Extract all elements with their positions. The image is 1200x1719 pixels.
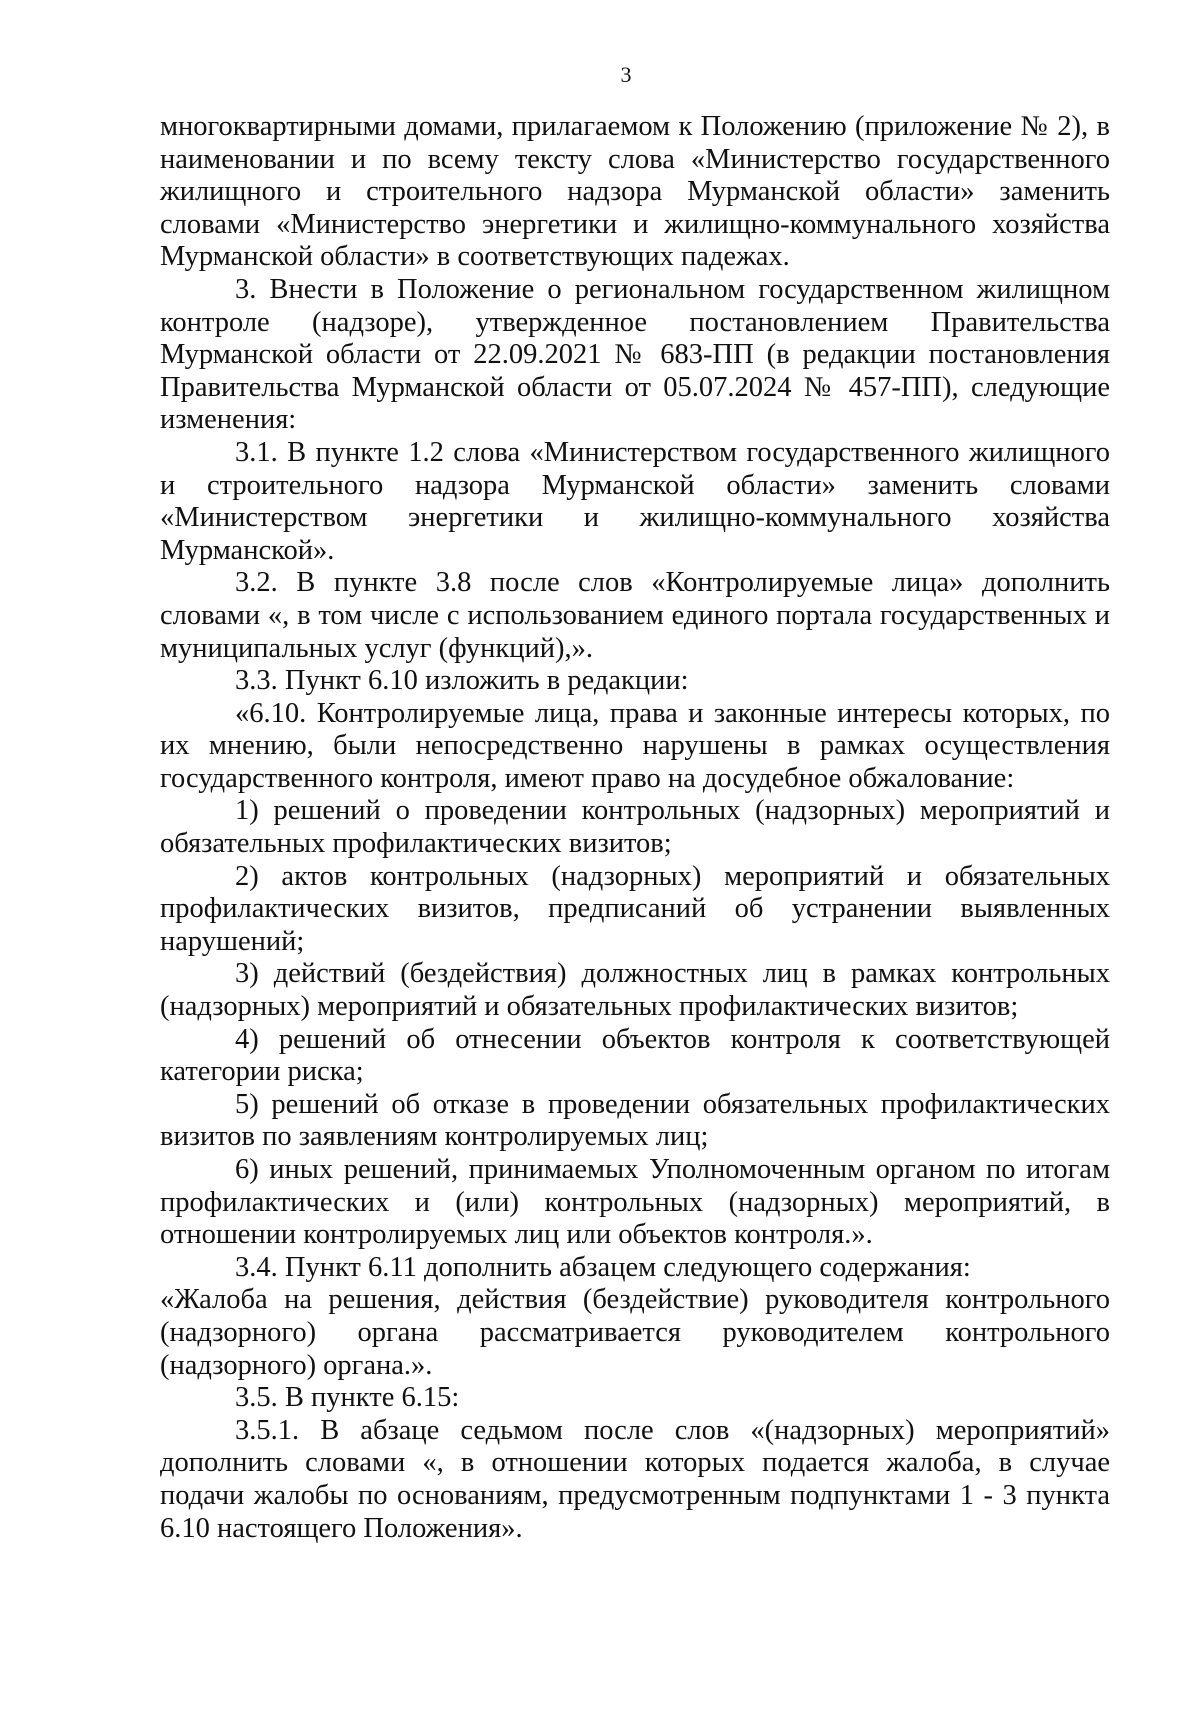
paragraph-6: «6.10. Контролируемые лица, права и законные интересы которых, по их мнению, были непосредственно нарушены в рамках осуществления государственного контроля, имеют право на досудебное обжалование:	[160, 697, 1110, 794]
paragraph-4: 3.2. В пункте 3.8 после слов «Контролируемые лица» дополнить словами «, в том числе с использованием единого портала государственных и муниципальных услуг (функций),».	[160, 567, 1110, 664]
list-item-4: 4) решений об отнесении объектов контроля к соответствующей категории риска;	[160, 1023, 1110, 1088]
list-item-5: 5) решений об отказе в проведении обязательных профилактических визитов по заявлениям контролируемых лиц;	[160, 1088, 1110, 1153]
list-item-3: 3) действий (бездействия) должностных лиц в рамках контрольных (надзорных) мероприятий и обязательных профилактических визитов;	[160, 958, 1110, 1023]
paragraph-1: многоквартирными домами, прилагаемом к Положению (приложение № 2), в наименовании и по всему тексту слова «Министерство государственного жилищного и строительного надзора Мурманской области» заменить словами «Министерство энергетики и жилищно-коммунального хозяйства Мурманской области» в соответствующих падежах.	[160, 111, 1110, 273]
paragraph-10: 3.5.1. В абзаце седьмом после слов «(надзорных) мероприятий» дополнить словами «, в отношении которых подается жалоба, в случае подачи жалобы по основаниям, предусмотренным подпунктами 1 - 3 пункта 6.10 настоящего Положения».	[160, 1414, 1110, 1544]
page-number: 3	[620, 62, 632, 87]
paragraph-7: 3.4. Пункт 6.11 дополнить абзацем следующего содержания:	[235, 1251, 971, 1283]
paragraph-2: 3. Внести в Положение о региональном государственном жилищном контроле (надзоре), утвержденное постановлением Правительства Мурманской области от 22.09.2021 № 683-ПП (в редакции постановления Правительства Мурманской области от 05.07.2024 № 457-ПП), следующие изменения:	[160, 273, 1110, 436]
paragraph-9: 3.5. В пункте 6.15:	[235, 1382, 460, 1414]
document-body	[160, 111, 1110, 1545]
paragraph-3: 3.1. В пункте 1.2 слова «Министерством государственного жилищного и строительного надзора Мурманской области» заменить словами «Министерством энергетики и жилищно-коммунального хозяйства Мурманской».	[160, 436, 1110, 566]
list-item-6: 6) иных решений, принимаемых Уполномоченным органом по итогам профилактических и (или) контрольных (надзорных) мероприятий, в отношении контролируемых лиц или объектов контроля.».	[160, 1154, 1110, 1251]
list-item-1: 1) решений о проведении контрольных (надзорных) мероприятий и обязательных профилактических визитов;	[160, 795, 1110, 860]
paragraph-5: 3.3. Пункт 6.10 изложить в редакции:	[235, 665, 689, 697]
paragraph-8: «Жалоба на решения, действия (бездействие) руководителя контрольного (надзорного) органа рассматривается руководителем контрольного (надзорного) органа.».	[160, 1284, 1110, 1381]
list-item-2: 2) актов контрольных (надзорных) мероприятий и обязательных профилактических визитов, предписаний об устранении выявленных нарушений;	[160, 860, 1110, 957]
